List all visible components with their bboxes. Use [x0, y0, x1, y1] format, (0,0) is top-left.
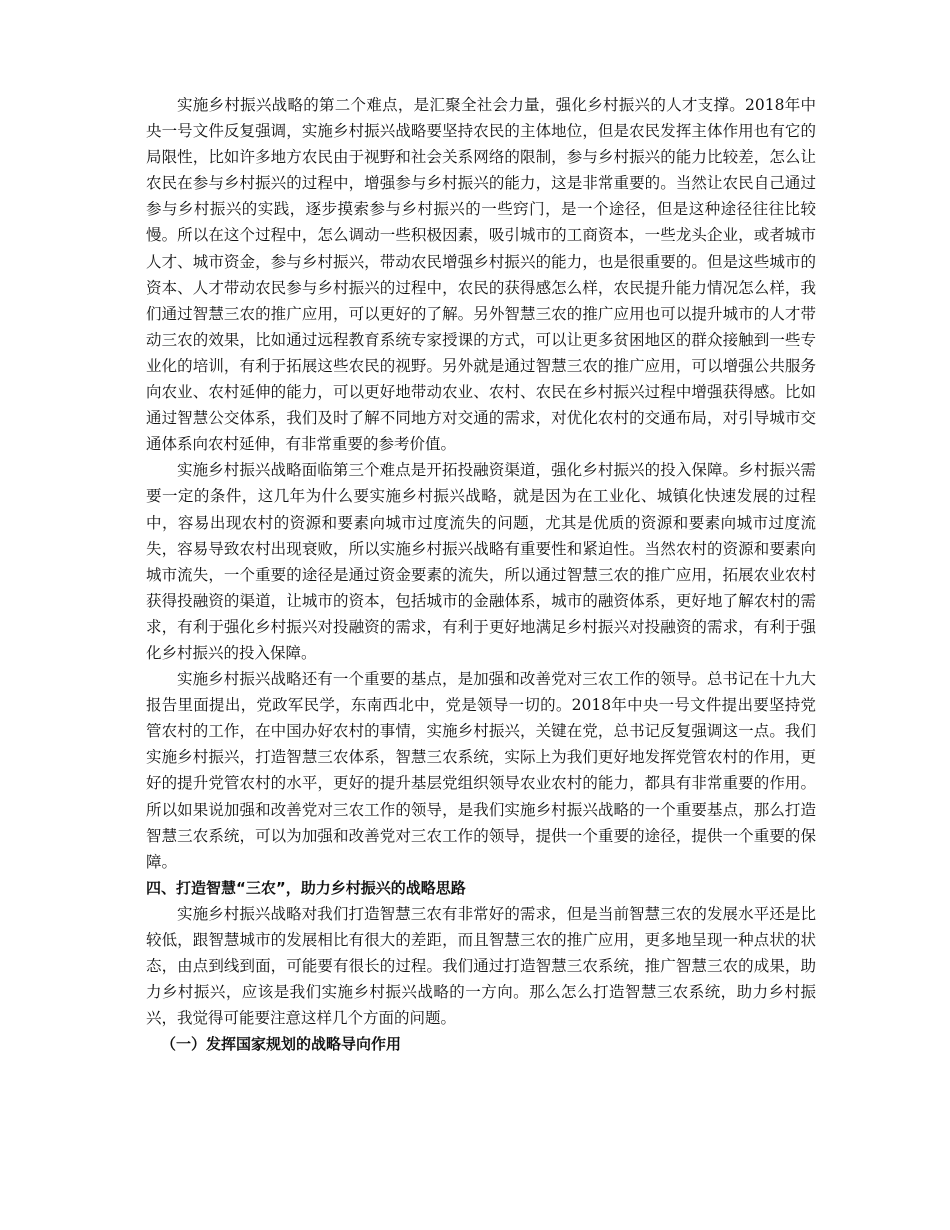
subsection-heading: （一）发挥国家规划的战略导向作用: [161, 1035, 402, 1054]
paragraph-strategy-intro: 实施乡村振兴战略对我们打造智慧三农有非常好的需求，但是当前智慧三农的发展水平还是比较低，跟智慧城市的发展相比有很大的差距，而且智慧三农的推广应用，更多地呈现一种点状的状态，由点到线到面，可能要有很长的过程。我们通过打造智慧三农系统，推广智慧三农的成果，助力乡村振兴，应该是我们实施乡村振兴战略的一方向。那么怎么打造智慧三农系统，助力乡村振兴，我觉得可能要注意这样几个方面的问题。: [146, 904, 816, 1028]
paragraph-talent-support: 实施乡村振兴战略的第二个难点，是汇聚全社会力量，强化乡村振兴的人才支撑。2018年中央一号文件反复强调，实施乡村振兴战略要坚持农民的主体地位，但是农民发挥主体作用也有它的局限性，比如许多地方农民由于视野和社会关系网络的限制，参与乡村振兴的能力比较差，怎么让农民在参与乡村振兴的过程中，增强参与乡村振兴的能力，这是非常重要的。当然让农民自己通过参与乡村振兴的实践，逐步摸索参与乡村振兴的一些窍门，是一个途径，但是这种途径往往比较慢。所以在这个过程中，怎么调动一些积极因素，吸引城市的工商资本，一些龙头企业，或者城市人才、城市资金，参与乡村振兴，带动农民增强乡村振兴的能力，也是很重要的。但是这些城市的资本、人才带动农民参与乡村振兴的过程中，农民的获得感怎么样，农民提升能力情况怎么样，我们通过智慧三农的推广应用，可以更好的了解。另外智慧三农的推广应用也可以提升城市的人才带动三农的效果，比如通过远程教育系统专家授课的方式，可以让更多贫困地区的群众接触到一些专业化的培训，有利于拓展这些农民的视野。另外就是通过智慧三农的推广应用，可以增强公共服务向农业、农村延伸的能力，可以更好地带动农业、农村、农民在乡村振兴过程中增强获得感。比如通过智慧公交体系，我们及时了解不同地方对交通的需求，对优化农村的交通布局，对引导城市交通体系向农村延伸，有非常重要的参考价值。: [146, 96, 816, 454]
paragraph-party-leadership: 实施乡村振兴战略还有一个重要的基点，是加强和改善党对三农工作的领导。总书记在十九大报告里面提出，党政军民学，东南西北中，党是领导一切的。2018年中央一号文件提出要坚持党管农村的工作，在中国办好农村的事情，实施乡村振兴，关键在党，总书记反复强调这一点。我们实施乡村振兴，打造智慧三农体系，智慧三农系统，实际上为我们更好地发挥党管农村的作用，更好的提升党管农村的水平，更好的提升基层党组织领导农业农村的能力，都具有非常重要的作用。所以如果说加强和改善党对三农工作的领导，是我们实施乡村振兴战略的一个重要基点，那么打造智慧三农系统，可以为加强和改善党对三农工作的领导，提供一个重要的途径，提供一个重要的保障。: [146, 670, 816, 871]
paragraph-investment-financing: 实施乡村振兴战略面临第三个难点是开拓投融资渠道，强化乡村振兴的投入保障。乡村振兴需要一定的条件，这几年为什么要实施乡村振兴战略，就是因为在工业化、城镇化快速发展的过程中，容易出现农村的资源和要素向城市过度流失的问题，尤其是优质的资源和要素向城市过度流失，容易导致农村出现衰败，所以实施乡村振兴战略有重要性和紧迫性。当然农村的资源和要素向城市流失，一个重要的途径是通过资金要素的流失，所以通过智慧三农的推广应用，拓展农业农村获得投融资的渠道，让城市的资本，包括城市的金融体系，城市的融资体系，更好地了解农村的需求，有利于强化乡村振兴对投融资的需求，有利于更好地满足乡村振兴对投融资的需求，有利于强化乡村振兴的投入保障。: [146, 461, 816, 662]
section-heading: 四、打造智慧“三农”，助力乡村振兴的战略思路: [146, 878, 466, 897]
document-page: [146, 92, 816, 1057]
